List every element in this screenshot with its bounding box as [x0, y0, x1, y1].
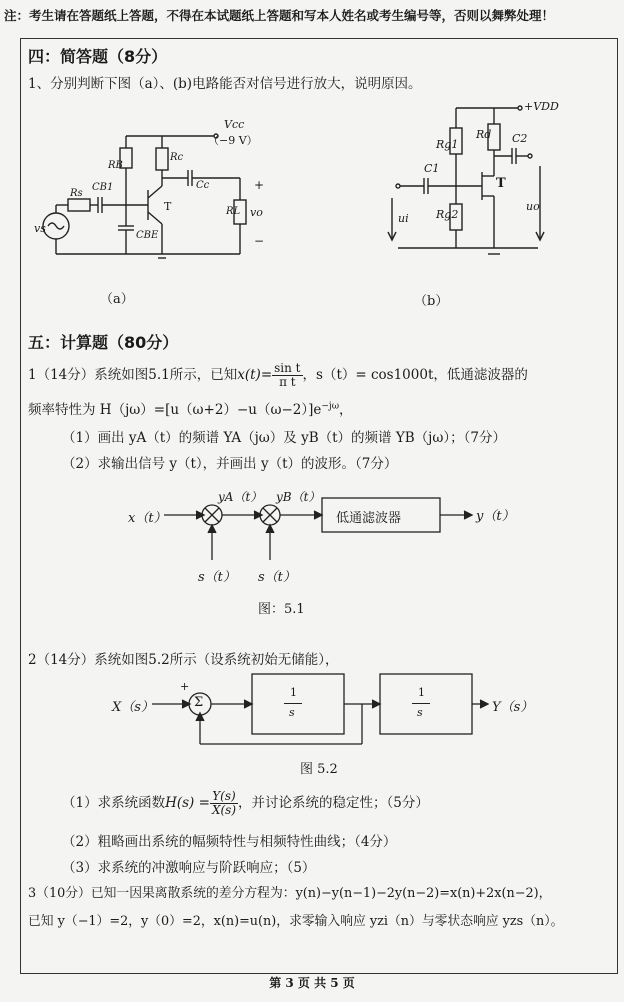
fig52-block1-fraction-bar	[284, 703, 302, 704]
q1-frac-numerator: sin t	[274, 361, 301, 375]
section5-q1-part2: （2）求输出信号 y（t），并画出 y（t）的波形。（7分）	[62, 456, 398, 472]
fig51-yb-label: yB（t）	[276, 490, 321, 504]
q2-part1-suffix: ，并讨论系统的稳定性；（5分）	[238, 795, 429, 811]
page-footer: 第 3 页 共 5 页	[269, 976, 355, 990]
fig52-block2-num: 1	[418, 686, 425, 699]
fig52-block2-den: s	[417, 706, 423, 719]
circuit-b-caption: （b）	[414, 294, 449, 309]
circuit-b-vdd-label: +VDD	[524, 100, 559, 113]
circuit-a-caption: （a）	[100, 292, 134, 307]
fig52-block1-den: s	[289, 706, 295, 719]
section5-q2-part3: （3）求系统的冲激响应与阶跃响应；（5）	[62, 860, 316, 876]
figure-5-1-diagram	[120, 480, 540, 580]
circuit-a-rb-label: RB	[108, 160, 123, 171]
circuit-b-ui-label: ui	[398, 212, 409, 225]
circuit-a-rl-label: RL	[226, 206, 241, 217]
circuit-b-diagram	[378, 98, 578, 268]
circuit-b-rg1-label: Rg1	[436, 138, 459, 151]
q2-h-denominator: X(s)	[211, 803, 237, 817]
exam-notice: 注：考生请在答题纸上答题，不得在本试题纸上答题和写本人姓名或考生编号等，否则以舞弊处理！	[4, 8, 555, 23]
fig51-y-output: y（t）	[476, 509, 515, 524]
fig51-s1-label: s（t）	[198, 570, 236, 585]
section5-q1-line1	[28, 362, 528, 389]
fig51-caption: 图：5.1	[258, 602, 305, 617]
section5-q1-part1: （1）画出 yA（t）的频谱 YA（jω）及 yB（t）的频谱 YB（jω）；（7分）	[62, 430, 506, 446]
circuit-a-vcc-value: （−9 V）	[208, 134, 258, 147]
q2-part1-prefix: （1）求系统函数	[62, 795, 166, 811]
section5-q2-part2: （2）粗略画出系统的幅频特性与相频特性曲线；（4分）	[62, 834, 397, 850]
circuit-a-vcc-label: Vcc	[224, 118, 245, 131]
section4-question1: 1、分别判断下图（a）、(b)电路能否对信号进行放大，说明原因。	[28, 76, 422, 92]
fig52-caption: 图 5.2	[300, 762, 338, 777]
circuit-a-transistor-label: T	[164, 200, 172, 213]
q1-line1-prefix: 1（14分）系统如图5.1所示，已知	[28, 367, 238, 383]
circuit-a-cbe-label: CBE	[136, 230, 159, 241]
fig51-s2-label: s（t）	[258, 570, 296, 585]
circuit-a-plus: +	[254, 178, 265, 192]
section5-q3-line1: 3（10分）已知一因果离散系统的差分方程为：y(n)−y(n−1)−2y(n−2)=x(n)+2x(n−2)，	[28, 886, 552, 901]
q1-line2-exponent: −jω	[321, 401, 340, 412]
circuit-a-rc-label: Rc	[170, 152, 184, 163]
q2-h-fraction	[210, 790, 238, 817]
q1-line1-suffix: ，s（t）= cos1000t，低通滤波器的	[302, 367, 528, 383]
circuit-a-vo-label: vo	[250, 206, 263, 219]
circuit-b-c2-label: C2	[512, 132, 528, 145]
section5-q2-line1: 2（14分）系统如图5.2所示（设系统初始无储能），	[28, 652, 339, 668]
q1-line2-end: ，	[339, 402, 353, 418]
figure-5-2-diagram	[150, 670, 510, 750]
fig52-x-input: X（s）	[112, 700, 154, 715]
q1-sinc-fraction	[272, 362, 302, 389]
circuit-a-vs-label: vs	[34, 222, 46, 235]
circuit-b-transistor-label: T	[496, 176, 506, 191]
circuit-a-cc-label: Cc	[196, 180, 210, 191]
fig52-plus-sign: +	[180, 680, 190, 693]
section5-heading: 五：计算题（80分）	[28, 333, 179, 352]
fig52-block2-fraction-bar	[412, 703, 430, 704]
q1-frac-denominator: π t	[279, 375, 296, 389]
fig52-sum-label: Σ	[194, 695, 204, 710]
fig51-x-input: x（t）	[128, 511, 167, 526]
q2-h-numerator: Y(s)	[210, 790, 238, 804]
circuit-b-uo-label: uo	[526, 200, 540, 213]
section4-heading: 四：简答题（8分）	[28, 47, 168, 66]
section5-q2-part1	[62, 790, 429, 817]
circuit-b-c1-label: C1	[424, 162, 440, 175]
q1-x-def: x(t)=	[237, 367, 273, 383]
fig51-ya-label: yA（t）	[218, 490, 263, 504]
circuit-b-rg2-label: Rg2	[436, 208, 459, 221]
fig51-filter-label: 低通滤波器	[336, 511, 402, 526]
circuit-a-rs-label: Rs	[70, 188, 83, 199]
circuit-a-minus: −	[254, 234, 265, 248]
fig52-y-output: Y（s）	[492, 700, 534, 715]
circuit-b-rd-label: Rd	[476, 128, 492, 141]
q1-line2-text: 频率特性为 H（jω）=[u（ω+2）−u（ω−2）]e	[28, 402, 322, 418]
circuit-a-cb1-label: CB1	[92, 182, 114, 193]
fig52-block1-num: 1	[290, 686, 297, 699]
section5-q3-line2: 已知 y（−1）=2，y（0）=2，x(n)=u(n)，求零输入响应 yzi（n）与零状态响应 yzs（n）。	[28, 914, 564, 929]
q2-h-lhs: H(s) =	[165, 795, 210, 811]
section5-q1-line2	[28, 398, 353, 418]
